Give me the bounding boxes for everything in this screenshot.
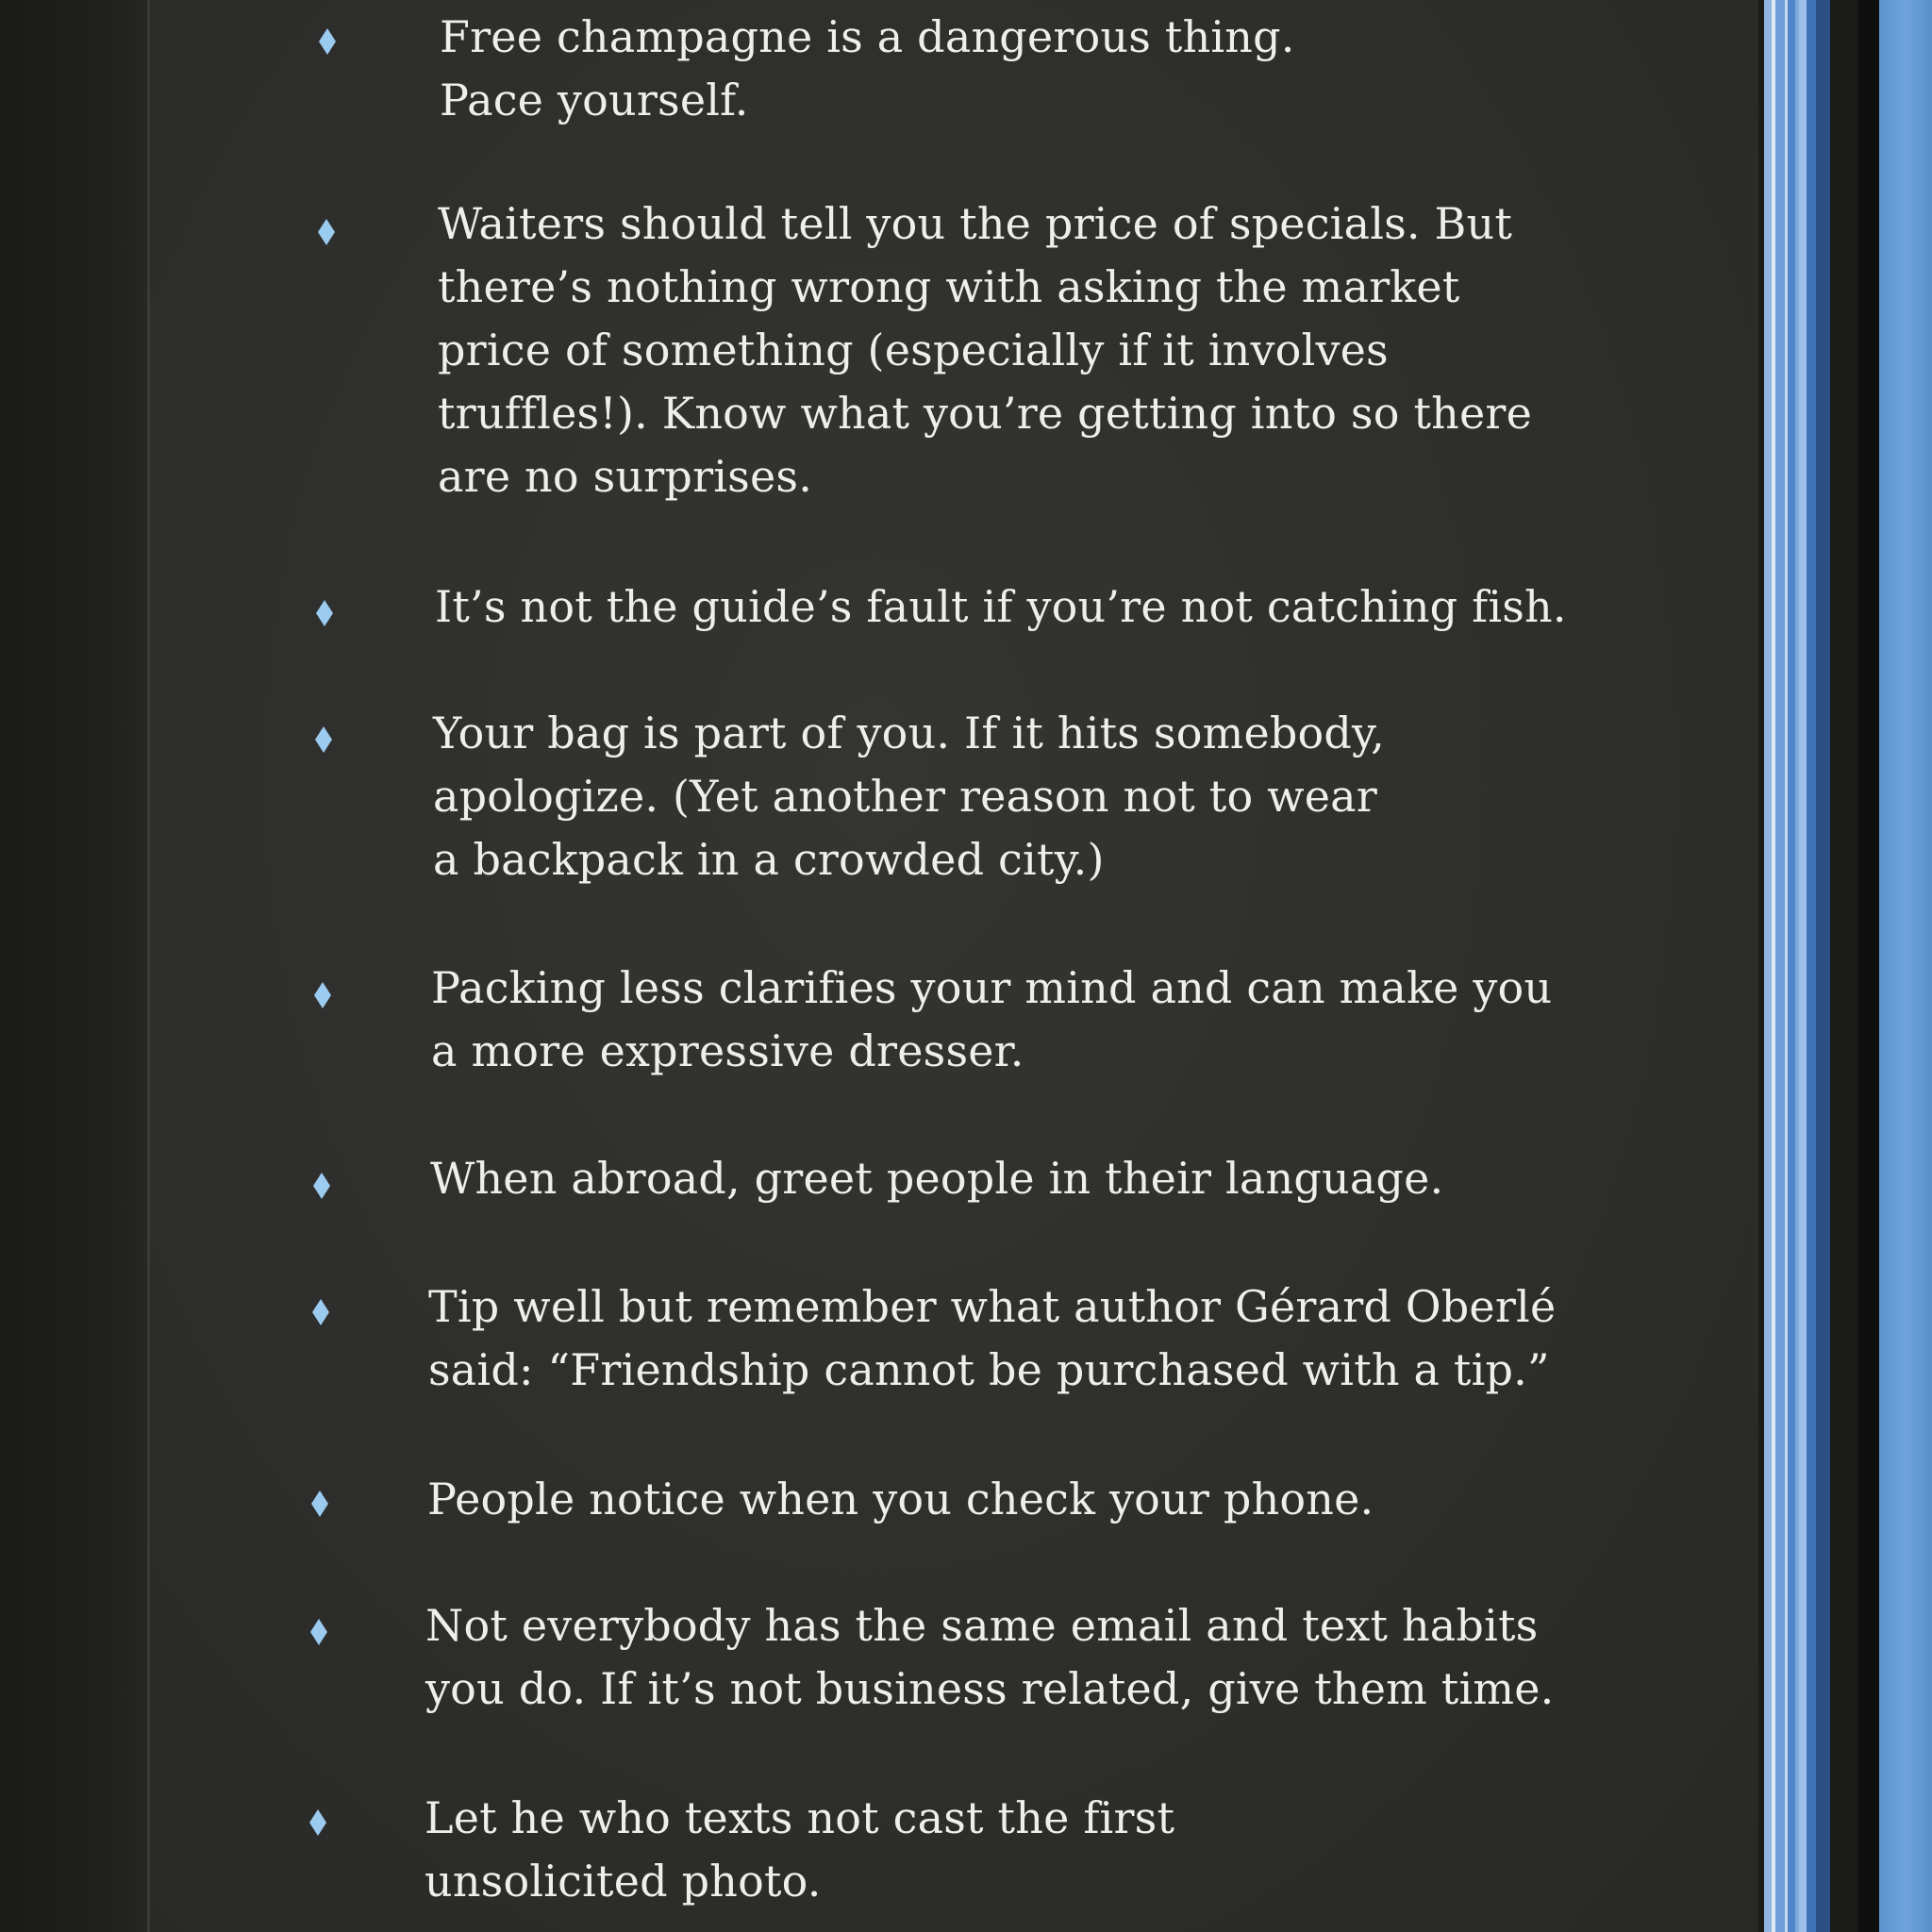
page-edge xyxy=(1858,0,1879,1932)
diamond-bullet-icon xyxy=(319,28,336,55)
diamond-bullet-icon xyxy=(309,1809,326,1836)
tip-text: Packing less clarifies your mind and can make you a more expressive dresser. xyxy=(431,962,1553,1076)
page-edge xyxy=(1816,0,1830,1932)
diamond-bullet-icon xyxy=(318,219,335,245)
diamond-bullet-icon xyxy=(314,982,331,1008)
book-page xyxy=(150,0,1758,1932)
page-edge xyxy=(1788,0,1795,1932)
tip-text: People notice when you check your phone. xyxy=(427,1474,1374,1524)
tip-text: It’s not the guide’s fault if you’re not catching fish. xyxy=(435,581,1567,632)
tip-text: Waiters should tell you the price of specials. But there’s nothing wrong with asking the market price of something (especially if it involves truffles!). Know what you’re getting into so there are no surprises. xyxy=(438,198,1532,502)
tip-text: Not everybody has the same email and text habits you do. If it’s not business related, give them time. xyxy=(425,1600,1555,1714)
diamond-bullet-icon xyxy=(312,1299,329,1325)
page-edge xyxy=(1807,0,1816,1932)
diamond-bullet-icon xyxy=(311,1491,328,1517)
page-edge xyxy=(1799,0,1807,1932)
diamond-bullet-icon xyxy=(316,600,333,626)
tip-text: When abroad, greet people in their language. xyxy=(430,1153,1444,1204)
diamond-bullet-icon xyxy=(313,1173,330,1199)
previous-page-edge xyxy=(0,0,149,1932)
tip-text: Free champagne is a dangerous thing. Pace yourself. xyxy=(440,11,1295,125)
tip-text: Let he who texts not cast the first unsolicited photo. xyxy=(425,1792,1175,1907)
page-edge xyxy=(1775,0,1785,1932)
tip-text: Your bag is part of you. If it hits somebody, apologize. (Yet another reason not to wear a backpack in a crowded city.) xyxy=(433,708,1385,885)
page-edge xyxy=(1830,0,1858,1932)
tip-text: Tip well but remember what author Gérard Oberlé said: “Friendship cannot be purchased with a tip.” xyxy=(428,1281,1557,1395)
page-edge xyxy=(1764,0,1772,1932)
book-cover-edge xyxy=(1879,0,1932,1932)
diamond-bullet-icon xyxy=(315,726,332,753)
diamond-bullet-icon xyxy=(310,1619,327,1645)
